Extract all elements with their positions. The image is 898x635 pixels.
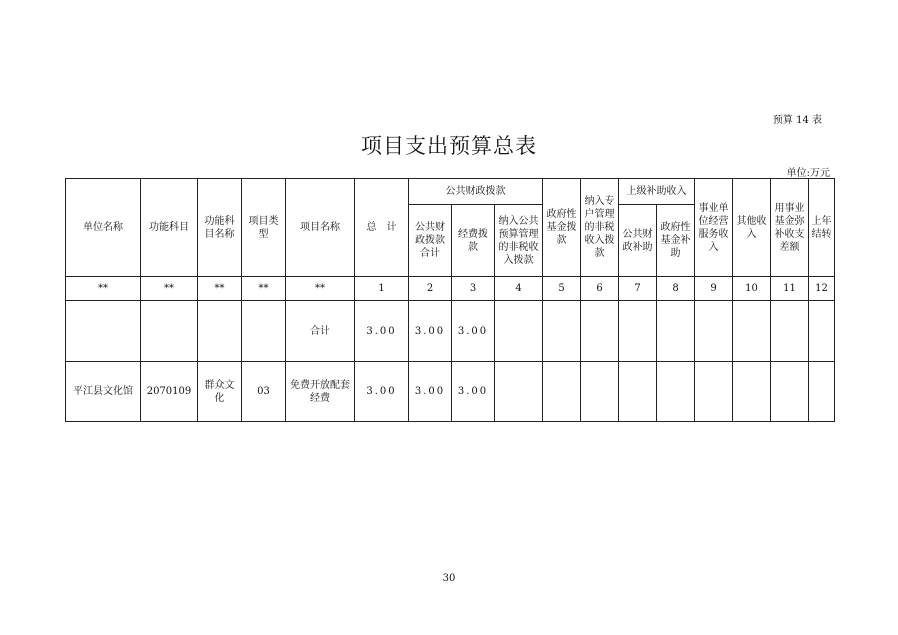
cell-empty [543, 362, 581, 422]
cell-project-name: 合计 [286, 301, 355, 362]
index-cell: ** [198, 277, 242, 301]
cell-func-code [141, 301, 198, 362]
cell-empty [581, 362, 619, 422]
cell-empty [771, 362, 809, 422]
cell-public-total: 3.00 [409, 301, 452, 362]
index-cell: 5 [543, 277, 581, 301]
header-business-service: 事业单位经营服务收入 [695, 179, 733, 277]
budget-table [65, 178, 835, 422]
header-expense-alloc: 经费拨款 [452, 205, 495, 277]
cell-func-code: 2070109 [141, 362, 198, 422]
cell-empty [543, 301, 581, 362]
cell-expense: 3.00 [452, 362, 495, 422]
header-nontax-special: 纳入专户管理的非税收入拨款 [581, 179, 619, 277]
index-cell: ** [141, 277, 198, 301]
cell-func-name [198, 301, 242, 362]
cell-func-name: 群众文化 [198, 362, 242, 422]
header-superior-gov-fund: 政府性基金补助 [657, 205, 695, 277]
cell-empty [619, 301, 657, 362]
header-gov-fund: 政府性基金拨款 [543, 179, 581, 277]
index-cell: 7 [619, 277, 657, 301]
cell-unit [66, 301, 141, 362]
header-row-1 [66, 179, 835, 205]
header-superior-subsidy: 上级补助收入 [619, 179, 695, 205]
header-nontax-in-budget: 纳入公共预算管理的非税收入拨款 [495, 205, 543, 277]
cell-empty [581, 301, 619, 362]
cell-total: 3.00 [355, 362, 409, 422]
index-cell: 2 [409, 277, 452, 301]
cell-public-total: 3.00 [409, 362, 452, 422]
cell-empty [809, 362, 835, 422]
header-unit-name: 单位名称 [66, 179, 141, 277]
page-title: 项目支出预算总表 [361, 134, 537, 158]
cell-empty [495, 301, 543, 362]
header-public-fiscal: 公共财政拨款 [409, 179, 543, 205]
index-cell: 6 [581, 277, 619, 301]
cell-type: 03 [242, 362, 286, 422]
index-cell: ** [242, 277, 286, 301]
header-project-name: 项目名称 [286, 179, 355, 277]
index-cell: 12 [809, 277, 835, 301]
header-project-type: 项目类型 [242, 179, 286, 277]
index-cell: ** [286, 277, 355, 301]
index-cell: 11 [771, 277, 809, 301]
cell-empty [495, 362, 543, 422]
header-other-income: 其他收入 [733, 179, 771, 277]
cell-empty [733, 362, 771, 422]
cell-empty [809, 301, 835, 362]
table-row [66, 362, 835, 422]
cell-empty [657, 362, 695, 422]
table-row-total [66, 301, 835, 362]
cell-unit: 平江县文化馆 [66, 362, 141, 422]
unit-label: 单位:万元 [786, 168, 830, 179]
cell-expense: 3.00 [452, 301, 495, 362]
index-cell: 4 [495, 277, 543, 301]
cell-empty [695, 362, 733, 422]
cell-type [242, 301, 286, 362]
index-cell: ** [66, 277, 141, 301]
cell-project-name: 免费开放配套经费 [286, 362, 355, 422]
header-fund-offset: 用事业基金弥补收支差额 [771, 179, 809, 277]
header-superior-public-fiscal: 公共财政补助 [619, 205, 657, 277]
cell-total: 3.00 [355, 301, 409, 362]
page-number: 30 [442, 573, 456, 584]
header-func-code: 功能科目 [141, 179, 198, 277]
cell-empty [619, 362, 657, 422]
index-cell: 8 [657, 277, 695, 301]
index-cell: 1 [355, 277, 409, 301]
index-cell: 9 [695, 277, 733, 301]
header-public-fiscal-total: 公共财政拨款合计 [409, 205, 452, 277]
header-total: 总 计 [355, 179, 409, 277]
form-number: 预算 14 表 [772, 115, 822, 126]
index-row [66, 277, 835, 301]
index-cell: 3 [452, 277, 495, 301]
header-func-name: 功能科目名称 [198, 179, 242, 277]
cell-empty [771, 301, 809, 362]
cell-empty [733, 301, 771, 362]
index-cell: 10 [733, 277, 771, 301]
header-prior-carry: 上年结转 [809, 179, 835, 277]
cell-empty [695, 301, 733, 362]
cell-empty [657, 301, 695, 362]
